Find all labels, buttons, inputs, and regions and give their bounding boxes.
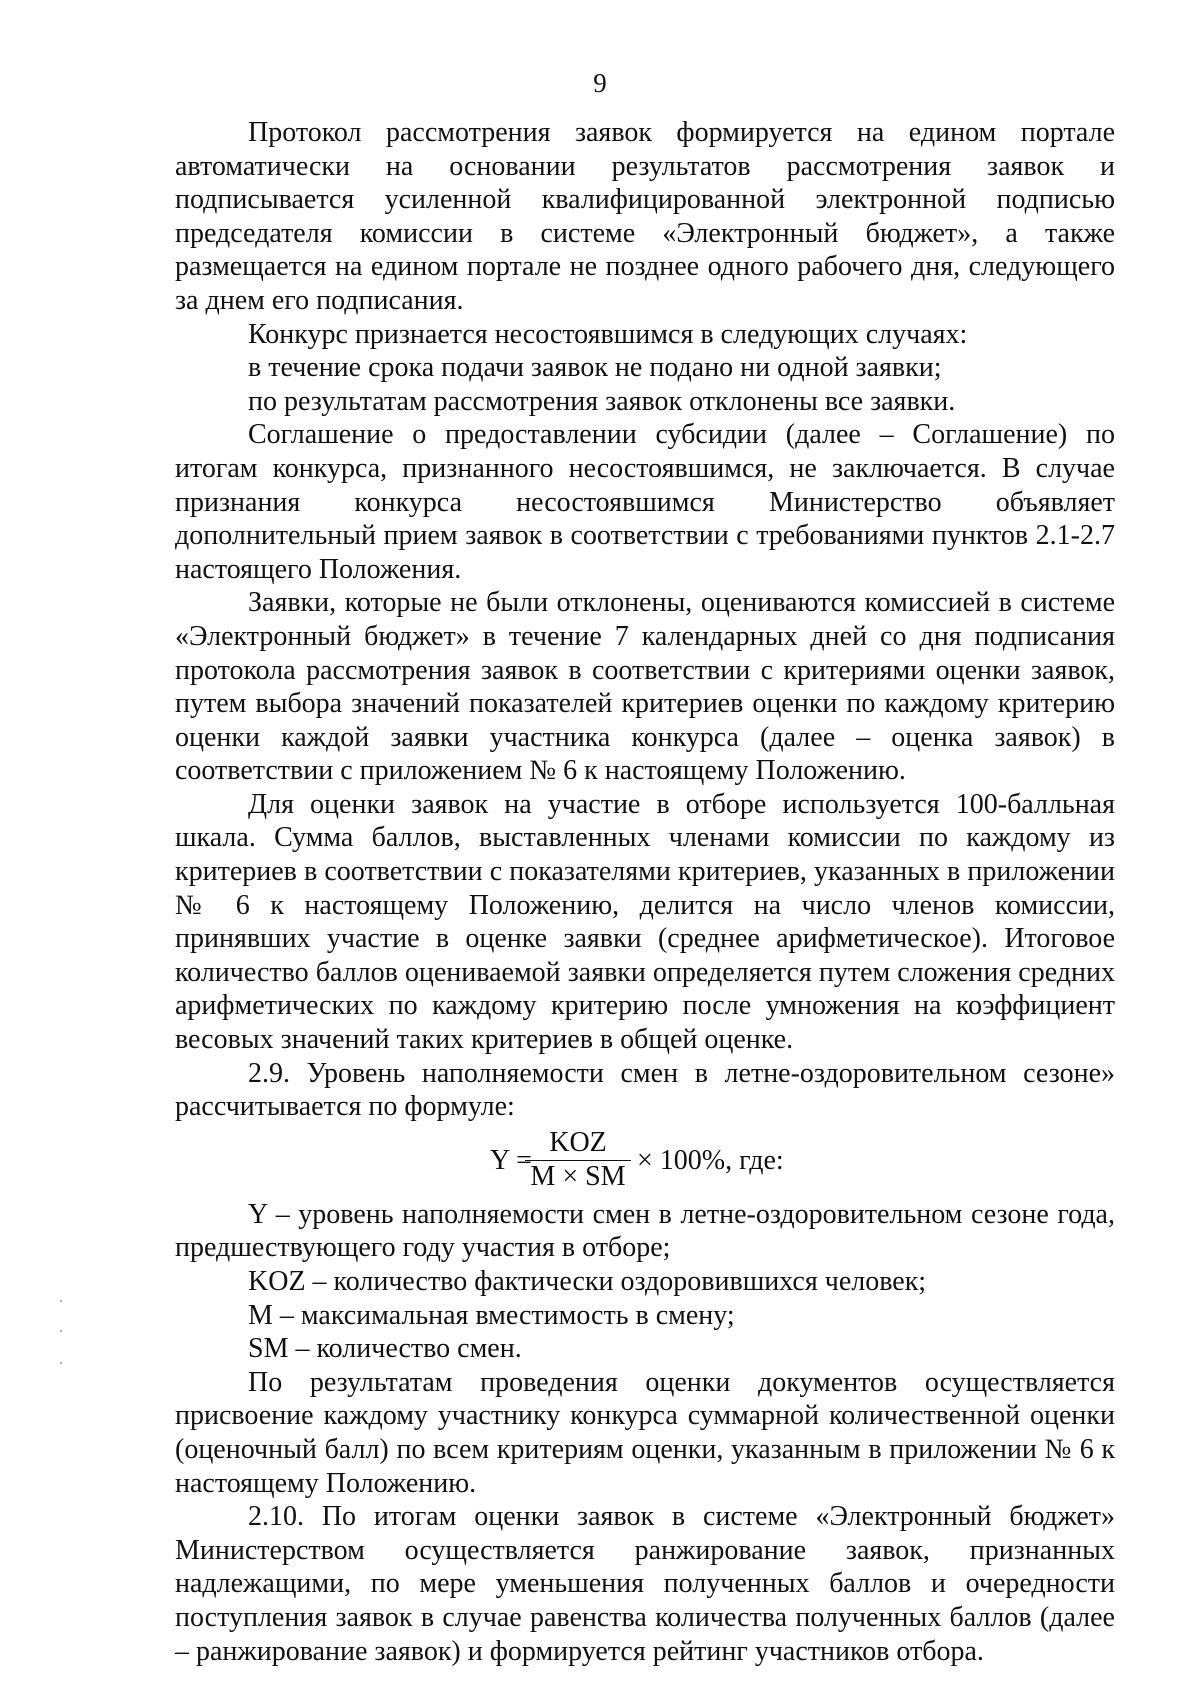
paragraph-agreement: Соглашение о предоставлении субсидии (далее – Соглашение) по итогам конкурса, признанного несостоявшимся, не заключается. В случае признания конкурса несостоявшимся Министерство объявляет дополнительный прием заявок в соответствии с требованиями пунктов 2.1-2.7 настоящего Положения. [175,419,1115,585]
paragraph-protocol: Протокол рассмотрения заявок формируется на едином портале автоматически на основании результатов рассмотрения заявок и подписывается усиленной квалифицированной электронной подписью председателя комиссии в системе «Электронный бюджет», а также размещается на едином портале не позднее одного рабочего дня, следующего за днем его подписания. [175,117,1115,316]
paragraph-case-all-rejected: по результатам рассмотрения заявок отклонены все заявки. [248,385,956,417]
page-number: 9 [593,68,607,98]
definition-m: M – максимальная вместимость в смену; [248,1299,735,1331]
paragraph-contest-failed: Конкурс признается несостоявшимся в следующих случаях: [248,318,968,350]
document-body [175,116,1115,1668]
paragraph-total-score: По результатам проведения оценки документов осуществляется присвоение каждому участнику конкурса суммарной количественной оценки (оценочный балл) по всем критериям оценки, указанным в приложении № 6 к настоящему Положению. [175,1366,1115,1499]
formula-fraction [525,1128,631,1193]
paragraph-case-no-applications: в течение срока подачи заявок не подано ни одной заявки; [248,352,942,384]
occupancy-formula [175,1124,1115,1198]
formula-numerator: KOZ [525,1128,631,1161]
paragraph-evaluation: Заявки, которые не были отклонены, оцениваются комиссией в системе «Электронный бюджет» в течение 7 календарных дней со дня подписания протокола рассмотрения заявок в соответствии с критериями оценки заявок, путем выбора значений показателей критериев оценки по каждому критерию оценки каждой заявки участника конкурса (далее – оценка заявок) в соответствии с приложением № 6 к настоящему Положению. [175,587,1115,787]
formula-rhs: × 100%, где: [637,1144,784,1176]
scan-specks [60,1300,64,1400]
formula-denominator: M × SM [530,1160,626,1192]
formula-lhs: Y = [490,1144,532,1176]
definition-koz: KOZ – количество фактически оздоровившихся человек; [248,1266,927,1297]
paragraph-section-2-10: 2.10. По итогам оценки заявок в системе «Электронный бюджет» Министерством осуществляется ранжирование заявок, признанных надлежащими, по мере уменьшения полученных баллов и очередности поступления заявок в случае равенства количества полученных баллов (далее – ранжирование заявок) и формируется рейтинг участников отбора. [175,1501,1115,1667]
definition-sm: SM – количество смен. [248,1333,522,1365]
definition-y: Y – уровень наполняемости смен в летне-оздоровительном сезоне года, предшествующего году участия в отборе; [175,1198,1115,1264]
paragraph-scoring-scale: Для оценки заявок на участие в отборе используется 100-балльная шкала. Сумма баллов, выставленных членами комиссии по каждому из критериев в соответствии с показателями критериев, указанных в приложении № 6 к настоящему Положению, делится на число членов комиссии, принявших участие в оценке заявки (среднее арифметическое). Итоговое количество баллов оцениваемой заявки определяется путем сложения средних арифметических по каждому критерию после умножения на коэффициент весовых значений таких критериев в общей оценке. [175,788,1115,1056]
paragraph-section-2-9: 2.9. Уровень наполняемости смен в летне-оздоровительном сезоне» рассчитывается по формуле: [175,1057,1115,1123]
